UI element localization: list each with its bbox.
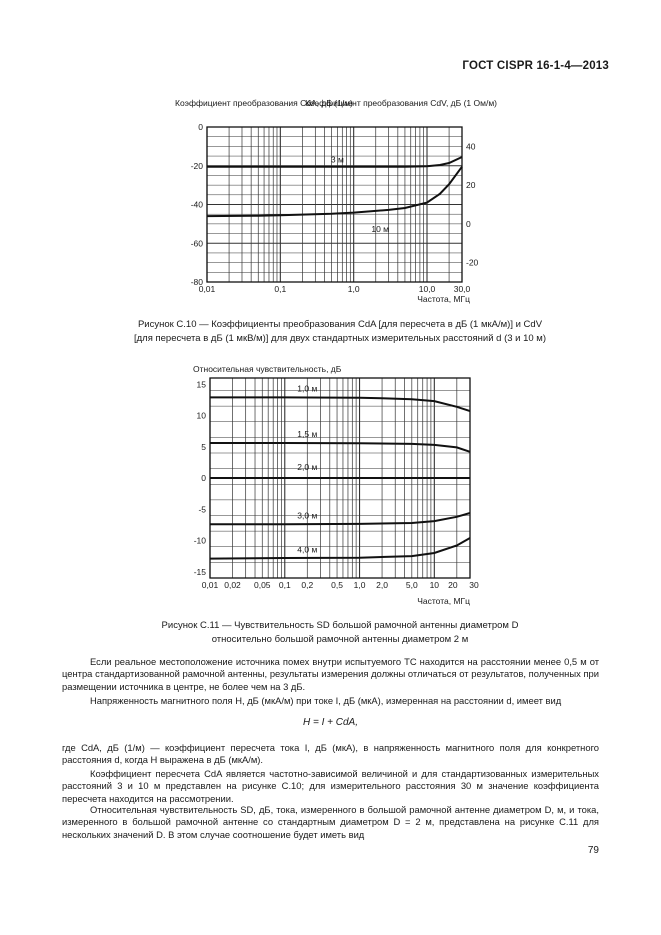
x-tick-label: 1,0 <box>353 580 366 590</box>
page-number: 79 <box>587 845 599 856</box>
x-tick-label: 10,0 <box>418 284 436 294</box>
paragraph-4: Коэффициент пересчета CdA является частотно-зависимой величиной и для стандартизованных измерительных расстояний 3 и 10 м представлен на рисунке C.10; для измерительного расстояния 30 м значение коэффициента пересчета находится на рассмотрении. <box>62 768 599 804</box>
y-tick-label: 15 <box>196 379 206 390</box>
series-label-2: 2,0 м <box>297 462 318 472</box>
chart1-xlabel: Частота, МГц <box>417 294 470 304</box>
series-label-0: 1,0 м <box>297 383 318 394</box>
y-right-tick-label: -20 <box>466 257 479 268</box>
chart-c11 <box>178 360 498 610</box>
y-right-tick-label: 20 <box>466 180 476 191</box>
y-tick-label: 5 <box>201 441 206 452</box>
x-tick-label: 1,0 <box>347 284 360 294</box>
y-right-tick-label: 40 <box>466 141 476 152</box>
x-tick-label: 0,2 <box>301 580 314 590</box>
y-tick-label: -80 <box>190 277 203 287</box>
series-label-4: 4,0 м <box>297 544 318 555</box>
chart2-xlabel: Частота, МГц <box>417 596 470 606</box>
x-tick-label: 2,0 <box>376 580 388 590</box>
x-tick-label: 20 <box>448 580 458 590</box>
paragraph-1: Если реальное местоположение источника помех внутри испытуемого ТС находится на расстоянии менее 0,5 м от центра стандартизованной рамочной антенны, результаты измерения должны отличаться от результатов, полученных при размещении источника в центре, не более чем на 3 дБ. <box>62 656 599 692</box>
chart1-ylabel-left: Коэффициент преобразования CdA, дБ (1/м) <box>175 98 353 108</box>
series-label-1: 10 м <box>371 224 390 235</box>
paragraph-2: Напряженность магнитного поля H, дБ (мкА/м) при токе I, дБ (мкА), измеренная на расстоянии d, имеет вид <box>90 695 562 706</box>
figure-c11-caption-line1: Рисунок C.11 — Чувствительность SD большой рамочной антенны диаметром D <box>161 620 519 631</box>
x-tick-label: 0,5 <box>331 580 343 590</box>
figure-c10-caption <box>60 318 620 346</box>
formula: H = I + CdA, <box>302 717 359 728</box>
figure-c10-caption-line2: [для пересчета в дБ (1 мкВ/м)] для двух стандартных измерительных расстояний d (3 и 10 м) <box>133 333 547 344</box>
x-tick-label: 0,01 <box>198 284 216 294</box>
chart1-ticks <box>191 122 479 294</box>
figure-c10-caption-line1: Рисунок C.10 — Коэффициенты преобразования CdA [для пересчета в дБ (1 мкА/м)] и CdV <box>137 319 543 330</box>
y-tick-label: 0 <box>201 473 206 483</box>
y-tick-label: -60 <box>190 238 203 249</box>
x-tick-label: 0,1 <box>274 284 287 294</box>
y-tick-label: 10 <box>196 410 206 421</box>
figure-c11-caption <box>60 619 620 647</box>
x-tick-label: 0,1 <box>278 580 291 590</box>
chart1-grid <box>207 127 462 282</box>
chart1-ylabel-right: Коэффициент преобразования CdV, дБ (1 Ом/м) <box>305 98 497 108</box>
x-tick-label: 0,02 <box>224 580 241 590</box>
x-tick-label: 10 <box>429 580 440 590</box>
y-tick-label: -15 <box>193 566 206 577</box>
paragraph-3: где CdA, дБ (1/м) — коэффициент пересчета тока I, дБ (мкА), в напряженность магнитного поля для конкретного расстояния d, когда H выражена в дБ (мкА/м). <box>62 742 599 766</box>
series-label-1: 1,5 м <box>297 429 318 439</box>
y-tick-label: -5 <box>198 504 206 515</box>
y-tick-label: -10 <box>193 535 206 546</box>
series-label-0: 3 м <box>330 154 344 165</box>
series-label-3: 3,0 м <box>297 510 318 521</box>
header-title: ГОСТ CISPR 16-1-4—2013 <box>462 60 609 72</box>
x-tick-label: 30,0 <box>453 284 471 294</box>
chart-c10 <box>160 92 520 307</box>
y-right-tick-label: 0 <box>466 218 471 229</box>
figure-c11-caption-line2: относительно большой рамочной антенны диаметром 2 м <box>211 634 469 645</box>
x-tick-label: 5,0 <box>405 580 418 590</box>
chart2-title: Относительная чувствительность, дБ <box>193 364 342 374</box>
x-tick-label: 0,05 <box>253 580 271 590</box>
paragraph-5: Относительная чувствительность SD, дБ, тока, измеренного в большой рамочной антенне диаметром D, м, и тока, измеренного в большой рамочной антенне со стандартным диаметром D = 2 м, представлена на рисунке C.11 для нескольких значений D. В этом случае соотношение будет иметь вид <box>62 804 599 840</box>
y-tick-label: 0 <box>198 122 203 132</box>
y-tick-label: -20 <box>190 160 203 171</box>
x-tick-label: 30 <box>469 580 479 590</box>
x-tick-label: 0,01 <box>201 580 219 590</box>
y-tick-label: -40 <box>190 199 203 210</box>
